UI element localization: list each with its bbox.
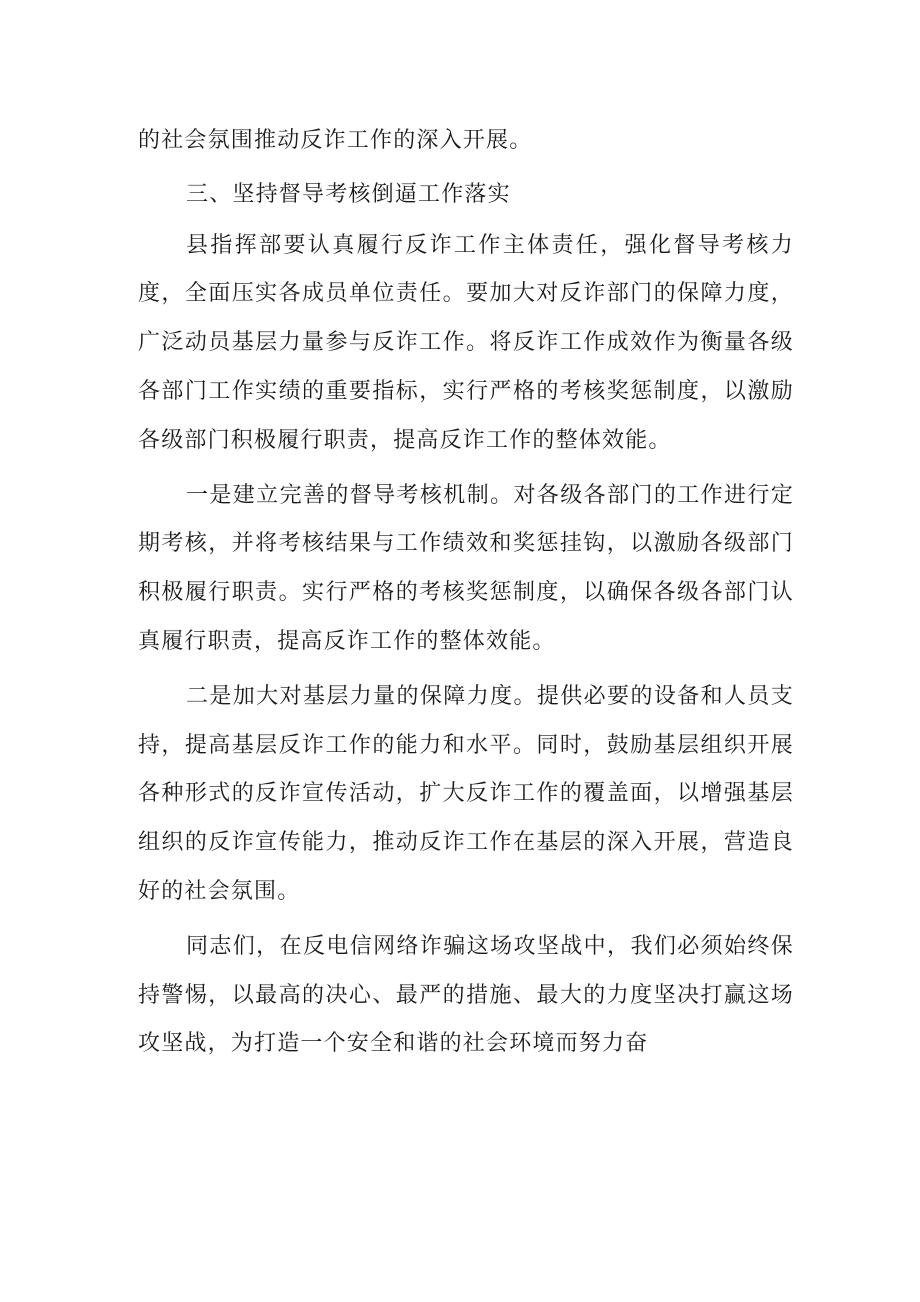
paragraph-closing: 同志们，在反电信网络诈骗这场攻坚战中，我们必须始终保持警惕，以最高的决心、最严的措施、最大的力度坚决打赢这场攻坚战，为打造一个安全和谐的社会环境而努力奋 [138, 933, 794, 1057]
document-body [138, 117, 794, 1069]
paragraph-point-one: 一是建立完善的督导考核机制。对各级各部门的工作进行定期考核，并将考核结果与工作绩效和奖惩挂钩，以激励各级部门积极履行职责。实行严格的考核奖惩制度，以确保各级各部门认真履行职责，提高反诈工作的整体效能。 [138, 482, 794, 654]
paragraph-point-two: 二是加大对基层力量的保障力度。提供必要的设备和人员支持，提高基层反诈工作的能力和水平。同时，鼓励基层组织开展各种形式的反诈宣传活动，扩大反诈工作的覆盖面，以增强基层组织的反诈宣传能力，推动反诈工作在基层的深入开展，营造良好的社会氛围。 [138, 683, 794, 904]
paragraph-body: 县指挥部要认真履行反诈工作主体责任，强化督导考核力度，全面压实各成员单位责任。要加大对反诈部门的保障力度，广泛动员基层力量参与反诈工作。将反诈工作成效作为衡量各级各部门工作实绩的重要指标，实行严格的考核奖惩制度，以激励各级部门积极履行职责，提高反诈工作的整体效能。 [138, 232, 794, 453]
section-heading: 三、坚持督导考核倒逼工作落实 [186, 181, 511, 207]
paragraph-continuation: 的社会氛围推动反诈工作的深入开展。 [138, 128, 533, 153]
